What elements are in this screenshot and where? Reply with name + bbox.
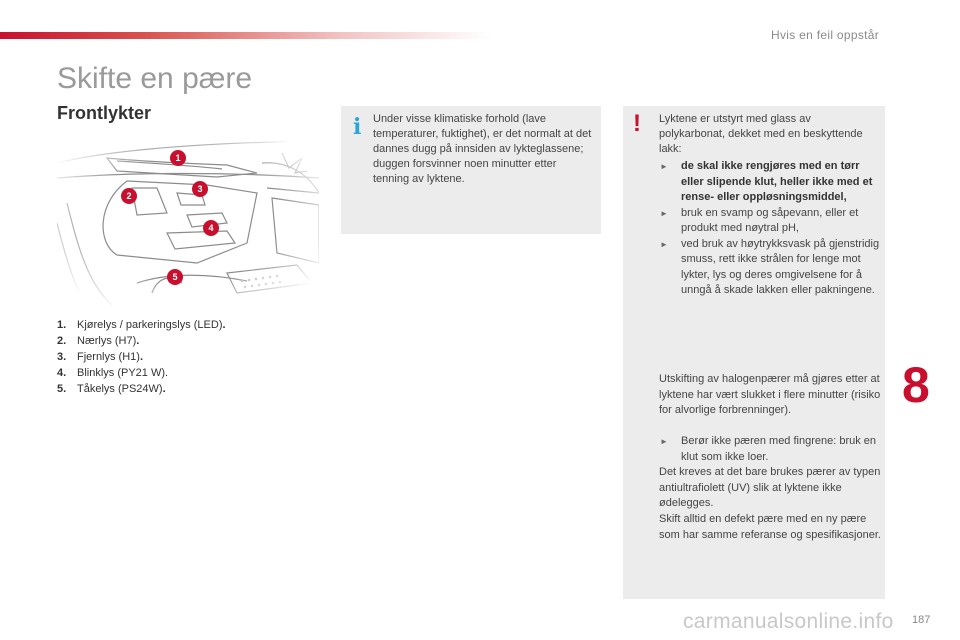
list-item: 2. Nærlys (H7). (57, 335, 140, 347)
callout-2-label: 2 (126, 191, 132, 201)
chapter-number: 8 (902, 357, 930, 413)
list-item: ► Berør ikke pæren med fingrene: bruk en klut som ikke loer. (659, 434, 881, 465)
warning-list-2 (659, 434, 881, 465)
callout-4-label: 4 (208, 223, 214, 233)
callout-3-label: 3 (197, 184, 203, 194)
page-title: Skifte en pære (57, 62, 253, 95)
warning-list (659, 159, 881, 299)
list-item: ► ved bruk av høytrykksvask på gjenstridig smuss, rett ikke strålen for lenge mot lykter, lys og deres omgivelsene for å unngå å skade lakken eller pakningene. (659, 237, 881, 299)
warning-intro: Lyktene er utstyrt med glass av polykarbonat, dekket med en beskyttende lakk: (659, 113, 863, 155)
warning-paragraph: Skift alltid en defekt pære med en ny pære som har samme referanse og spesifikasjoner. (659, 513, 881, 541)
header-accent-bar (0, 32, 490, 39)
page-number: 187 (912, 614, 931, 626)
info-text: Under visse klimatiske forhold (lave temperaturer, fuktighet), er det normalt at det dannes dugg på innsiden av lykteglassene; duggen forsvinner noen minutter etter tenning av lyktene. (373, 113, 592, 185)
info-box (341, 106, 601, 234)
list-item: 4. Blinklys (PY21 W). (57, 367, 169, 379)
info-icon: i (353, 114, 362, 140)
list-item: 5. Tåkelys (PS24W). (57, 383, 166, 395)
headlamp-illustration (57, 133, 319, 305)
list-item: ► de skal ikke rengjøres med en tørr eller slipende klut, heller ikke med et rense- eller oppløsningsmiddel, (659, 159, 881, 206)
headlamp-drawing (57, 133, 319, 305)
callout-1-label: 1 (175, 153, 181, 163)
watermark: carmanualsonline.info (683, 610, 894, 633)
callout-5-label: 5 (172, 272, 178, 282)
section-title: Hvis en feil oppstår (771, 28, 880, 42)
section-heading: Frontlykter (57, 103, 152, 123)
bulb-list (57, 317, 242, 397)
warning-box (623, 106, 885, 599)
warning-paragraph: Utskifting av halogenpærer må gjøres etter at lyktene har vært slukket i flere minutter (risiko for alvorlige forbrenninger). (659, 373, 881, 416)
warning-paragraph: Det kreves at det bare brukes pærer av typen antiultrafiolett (UV) slik at lyktene ikke ødelegges. (659, 466, 881, 509)
list-item: ► bruk en svamp og såpevann, eller et produkt med nøytral pH, (659, 206, 881, 237)
warning-icon: ! (633, 110, 641, 137)
list-item: 3. Fjernlys (H1). (57, 351, 144, 363)
list-item: 1. Kjørelys / parkeringslys (LED). (57, 319, 226, 331)
